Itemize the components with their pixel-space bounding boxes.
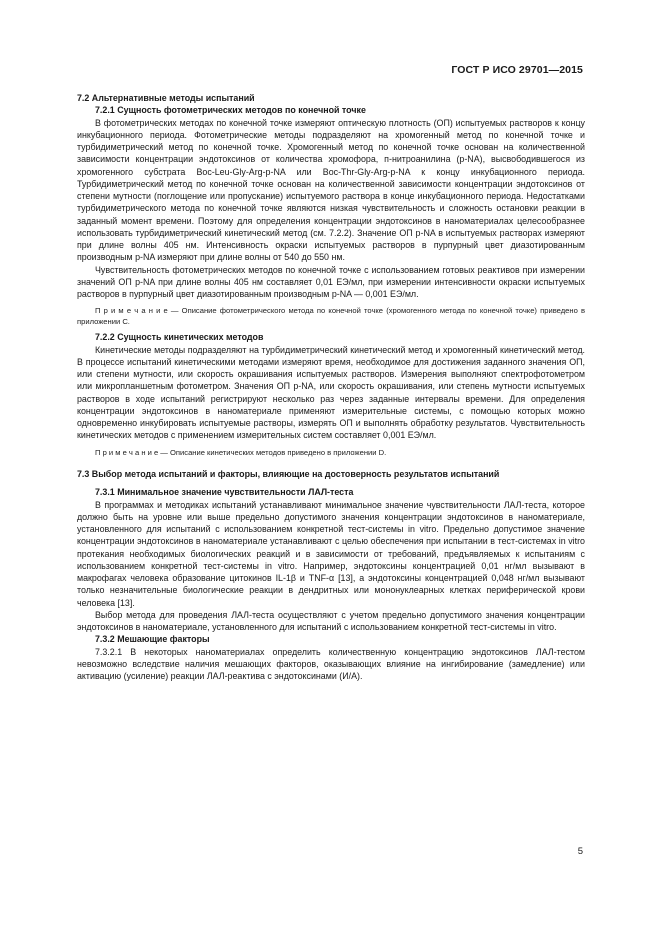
section-heading-7-2: 7.2 Альтернативные методы испытаний	[77, 93, 255, 103]
subsection-heading-7-2-1: 7.2.1 Сущность фотометрических методов по конечной точке	[95, 105, 366, 116]
subsection-heading-7-3-2: 7.3.2 Мешающие факторы	[95, 634, 210, 645]
paragraph-endpoint-methods: В фотометрических методах по конечной точке измеряют оптическую плотность (ОП) испытуемых растворов к концу инкубационного периода. Фотометрические методы подразделяют на хромогенный метод по конечной точке и турбидиметрический метод по конечной точке. Хромогенный метод по конечной точке основан на количественной зависимости концентрации эндотоксинов от количества хромофора, п-нитроанилина (p-NA), высвободившегося из хромогенного субстрата Boc-Leu-Gly-Arg-p-NA или Boc-Thr-Gly-Arg-p-NA к концу инкубационного периода. Турбидиметрический метод по конечной точке основан на количественной зависимости концентрации эндотоксинов от степени мутности (поглощение или пропускание) испытуемого раствора в конце инкубационного периода. Недостатками турбидиметрического метода по конечной точке являются низкая чувствительность и сложность остановки реакции в заданный момент времени. Поэтому для определения концентрации эндотоксинов в наноматериалах целесообразнее использовать турбидиметрический кинетический метод (см. 7.2.2). Значение ОП p-NA в испытуемых растворах измеряют при длине волны 405 нм. Интенсивность окраски испытуемых растворов в пурпурный цвет диазотированным производным p-NA измеряют при длине волны от 540 до 550 нм.	[77, 117, 585, 263]
paragraph-endpoint-sensitivity: Чувствительность фотометрических методов по конечной точке с использованием готовых реактивов при измерении значений ОП p-NA при длине волны 405 нм составляет 0,01 ЕЭ/мл, при измерении интенсивности окраски испытуемых растворов в пурпурный цвет диазотированным производным p-NA — 0,001 ЕЭ/мл.	[77, 264, 585, 299]
paragraph-min-sensitivity: В программах и методиках испытаний устанавливают минимальное значение чувствительности ЛАЛ-теста, которое должно быть на уровне или выше предельно допустимого значения концентрации эндотоксинов в наноматериале, установленного для испытаний с использованием конкретной тест-системы in vitro. Предельно допустимое значение концентрации эндотоксинов в наноматериале устанавливают с целью обеспечения при испытании в тест-системах in vitro протекания необходимых биологических реакций и в зависимости от требований, предъявляемых к испытаниям с использованием конкретной тест-системы in vitro. Например, эндотоксины концентрацией 0,01 нг/мл вызывают в макрофагах человека образование цитокинов IL-1β и TNF-α [13], а эндотоксины концентрацией 0,048 нг/мл вызывают только незначительные биологические реакции в дендритных или мононуклеарных клетках периферической крови человека [13].	[77, 499, 585, 608]
paragraph-interfering-factors: 7.3.2.1 В некоторых наноматериалах определить количественную концентрацию эндотоксинов ЛАЛ-тестом невозможно вследствие наличия мешающих факторов, оказывающих влияние на ингибирование (замедление) или активацию (усиление) реакции ЛАЛ-реактива с эндотоксинами (И/А).	[77, 646, 585, 681]
note-appendix-c: П р и м е ч а н и е — Описание фотометрического метода по конечной точке (хромогенного метода по конечной точке) приведено в приложении С.	[77, 306, 585, 326]
section-heading-7-3: 7.3 Выбор метода испытаний и факторы, влияющие на достоверность результатов испытаний	[77, 469, 500, 479]
document-code-header: ГОСТ Р ИСО 29701—2015	[451, 64, 583, 76]
paragraph-method-choice: Выбор метода для проведения ЛАЛ-теста осуществляют с учетом предельно допустимого значения концентрации эндотоксинов в наноматериале, установленного для испытаний с использованием конкретной тест-системы in vitro.	[77, 609, 585, 632]
subsection-heading-7-2-2: 7.2.2 Сущность кинетических методов	[95, 332, 264, 343]
paragraph-kinetic-methods: Кинетические методы подразделяют на турбидиметрический кинетический метод и хромогенный кинетический метод. В процессе испытаний кинетическими методами измеряют время, необходимое для достижения заданного значения ОП, или степени мутности, или скорость окрашивания испытуемых растворов. Измерения выполняют спектрофотометром или микропланшетным фотометром. Значения ОП p-NA, или скорость окрашивания, или степень мутности испытуемых растворов в ходе испытаний регистрируют несколько раз через заданные интервалы времени. Для определения концентрации эндотоксинов в наноматериале применяют измерительные системы, с помощью которых можно одновременно инкубировать испытуемые растворы, измерять ОП и выполнять обработку результатов. Чувствительность кинетических методов с применением измерительных систем составляет 0,001 ЕЭ/мл.	[77, 344, 585, 441]
subsection-heading-7-3-1: 7.3.1 Минимальное значение чувствительности ЛАЛ-теста	[95, 487, 354, 498]
body-content	[77, 92, 585, 682]
note-appendix-d: П р и м е ч а н и е — Описание кинетических методов приведено в приложении D.	[95, 447, 387, 457]
page-number: 5	[577, 846, 583, 857]
